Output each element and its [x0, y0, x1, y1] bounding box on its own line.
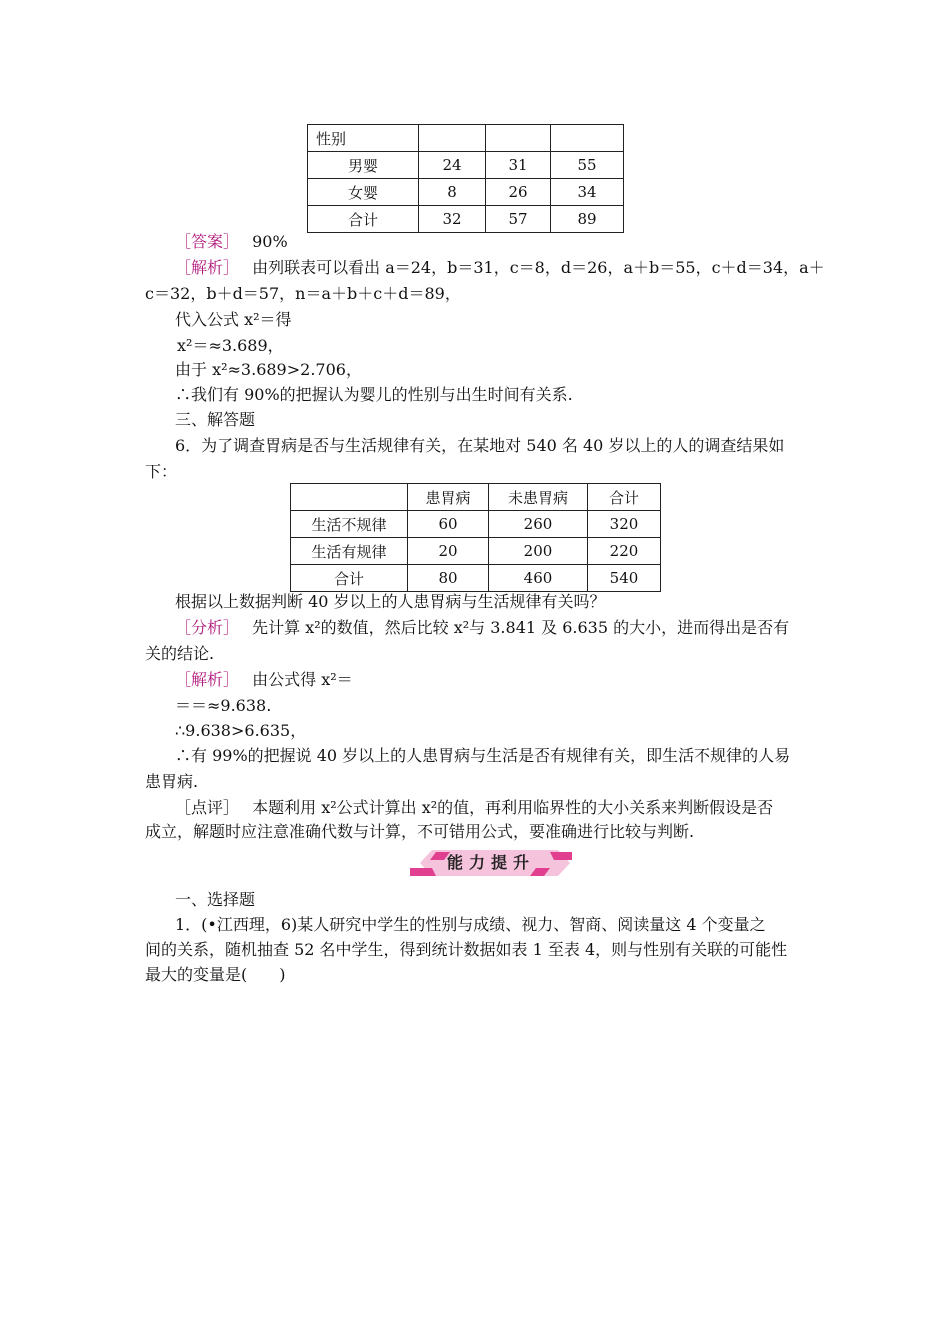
- table-cell: 男婴: [308, 152, 419, 179]
- table-cell: 20: [408, 538, 489, 565]
- banner-title: 能力提升: [446, 853, 535, 872]
- analysis-line-5: 由于 x²≈3.689>2.706，: [175, 360, 362, 379]
- table-cell: 55: [551, 152, 624, 179]
- table-cell: 57: [486, 206, 551, 233]
- section-heading: 三、解答题: [175, 410, 256, 429]
- analysis-line-1: [175, 258, 825, 278]
- answer-line: [175, 232, 288, 252]
- analysis-tip-line-1: [175, 618, 789, 638]
- table-cell: 540: [588, 565, 661, 592]
- table-cell: [486, 125, 551, 152]
- table-cell: 患胃病: [408, 484, 489, 511]
- table-cell: 89: [551, 206, 624, 233]
- table-row: [308, 179, 624, 206]
- analysis-line-6: ∴我们有 90%的把握认为婴儿的性别与出生时间有关系.: [175, 385, 573, 404]
- table-row: [308, 206, 624, 233]
- table-cell: 220: [588, 538, 661, 565]
- solution-line-2: ＝＝≈9.638.: [175, 696, 272, 715]
- analysis-tip-line-2: 关的结论.: [145, 644, 215, 663]
- table-cell: 34: [551, 179, 624, 206]
- question-6-ask: 根据以上数据判断 40 岁以上的人患胃病与生活规律有关吗？: [175, 592, 606, 611]
- table-cell: 460: [489, 565, 588, 592]
- table-row: [308, 152, 624, 179]
- table-row: [291, 484, 661, 511]
- table-cell: 生活不规律: [291, 511, 408, 538]
- analysis-text: 由列联表可以看出 a＝24，b＝31，c＝8，d＝26，a＋b＝55，c＋d＝34，a＋: [252, 258, 825, 277]
- table-row: [291, 511, 661, 538]
- table-cell: 32: [419, 206, 486, 233]
- table-cell: 200: [489, 538, 588, 565]
- answer-text: 90%: [252, 232, 288, 251]
- table-cell: 260: [489, 511, 588, 538]
- table-cell: 性别: [308, 125, 419, 152]
- table-row: [291, 565, 661, 592]
- question-6-line-2: 下：: [145, 462, 178, 481]
- table-cell: 合计: [308, 206, 419, 233]
- stomach-table: [290, 483, 661, 592]
- section-heading: 一、选择题: [175, 890, 256, 909]
- table-cell: 80: [408, 565, 489, 592]
- analysis-line-2: c＝32，b＋d＝57，n＝a＋b＋c＋d＝89，: [145, 284, 461, 303]
- solution-line-5: 患胃病.: [145, 772, 199, 791]
- table-cell: 合计: [588, 484, 661, 511]
- table-cell: 生活有规律: [291, 538, 408, 565]
- table-cell: 未患胃病: [489, 484, 588, 511]
- table-cell: 8: [419, 179, 486, 206]
- analysis-tag: ［解析］: [175, 258, 240, 277]
- question-1-line-3: 最大的变量是( ): [145, 965, 286, 984]
- table-cell: 女婴: [308, 179, 419, 206]
- section-banner: [410, 848, 572, 878]
- gender-table: [307, 124, 624, 233]
- table-cell: 31: [486, 152, 551, 179]
- solution-line-4: ∴有 99%的把握说 40 岁以上的人患胃病与生活是否有规律有关，即生活不规律的人易: [175, 746, 791, 765]
- analysis-line-3: 代入公式 x²＝得: [175, 310, 292, 329]
- question-6-line-1: 6．为了调查胃病是否与生活规律有关，在某地对 540 名 40 岁以上的人的调查结果如: [175, 436, 785, 455]
- table-cell: 26: [486, 179, 551, 206]
- table-row: [308, 125, 624, 152]
- analysis-tip-text: 先计算 x²的数值，然后比较 x²与 3.841 及 6.635 的大小，进而得出是否有: [252, 618, 790, 637]
- solution-line-1: [175, 670, 353, 690]
- solution-line-3: ∴9.638>6.635，: [175, 721, 307, 740]
- comment-tag: ［点评］: [175, 798, 240, 817]
- comment-line-2: 成立，解题时应注意准确代数与计算，不可错用公式，要准确进行比较与判断.: [145, 822, 695, 841]
- analysis-tip-tag: ［分析］: [175, 618, 240, 637]
- question-1-line-1: 1．(•江西理，6)某人研究中学生的性别与成绩、视力、智商、阅读量这 4 个变量之: [175, 915, 766, 934]
- solution-text: 由公式得 x²＝: [252, 670, 353, 689]
- answer-tag: ［答案］: [175, 232, 240, 251]
- table-row: [291, 538, 661, 565]
- question-1-line-2: 间的关系，随机抽查 52 名中学生，得到统计数据如表 1 至表 4，则与性别有关联的可能性: [145, 940, 788, 959]
- table-cell: 320: [588, 511, 661, 538]
- table-cell: [291, 484, 408, 511]
- analysis-line-4: x²＝≈3.689，: [177, 336, 284, 355]
- table-cell: 24: [419, 152, 486, 179]
- table-cell: 合计: [291, 565, 408, 592]
- table-cell: [419, 125, 486, 152]
- table-cell: 60: [408, 511, 489, 538]
- table-cell: [551, 125, 624, 152]
- comment-line-1: [175, 798, 773, 818]
- comment-text: 本题利用 x²公式计算出 x²的值，再利用临界性的大小关系来判断假设是否: [252, 798, 774, 817]
- solution-tag: ［解析］: [175, 670, 240, 689]
